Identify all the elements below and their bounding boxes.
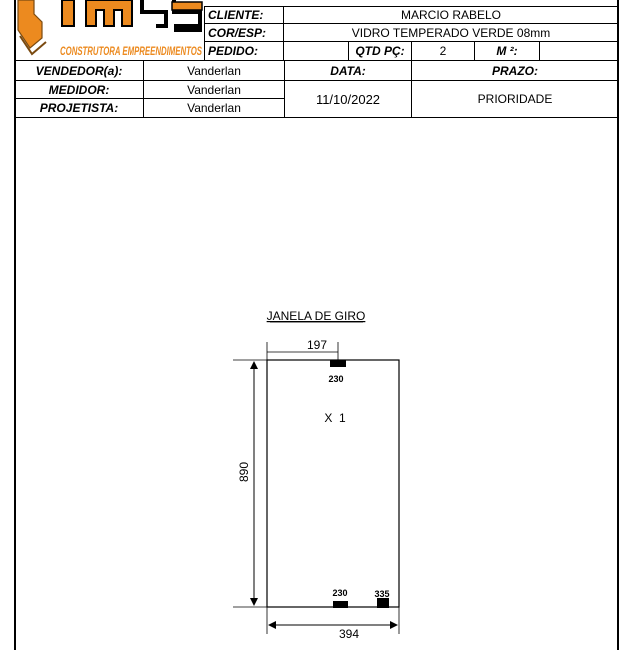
bottom-hole-label-2: 335 [374,589,390,599]
data-label: DATA: [284,60,412,81]
medidor-label: MEDIDOR: [14,80,144,99]
top-hole [330,360,346,367]
projetista-label: PROJETISTA: [14,98,144,118]
cor-esp-value: VIDRO TEMPERADO VERDE 08mm [283,23,619,42]
medidor-value: Vanderlan [143,80,285,99]
cor-esp-label: COR/ESP: [204,23,284,42]
quantity-label: X 1 [324,411,346,425]
cliente-value: MARCIO RABELO [283,6,619,24]
qtd-label: QTD PÇ: [348,41,412,61]
top-hole-label: 230 [328,374,344,384]
top-offset-dimension: 197 [306,338,328,352]
bottom-hole-1 [333,601,348,608]
glass-panel [267,360,399,607]
priority-value: PRIORIDADE [411,80,619,118]
vendedor-label: VENDEDOR(a): [14,60,144,81]
logo-company-name: CONSTRUTORA EMPREENDIMENTOS [60,44,202,58]
pedido-label: PEDIDO: [204,41,284,61]
bottom-hole-2 [377,598,389,608]
cliente-label: CLIENTE: [204,6,284,24]
bottom-hole-label-1: 230 [332,588,348,598]
width-dimension: 394 [338,627,360,641]
vendedor-value: Vanderlan [143,60,285,81]
prazo-label: PRAZO: [411,60,619,81]
height-dimension: 890 [237,461,251,483]
date-value: 11/10/2022 [284,80,412,118]
m2-label: M ²: [474,41,540,61]
qtd-value: 2 [411,41,475,61]
drawing-title: JANELA DE GIRO [266,309,366,323]
projetista-value: Vanderlan [143,98,285,118]
